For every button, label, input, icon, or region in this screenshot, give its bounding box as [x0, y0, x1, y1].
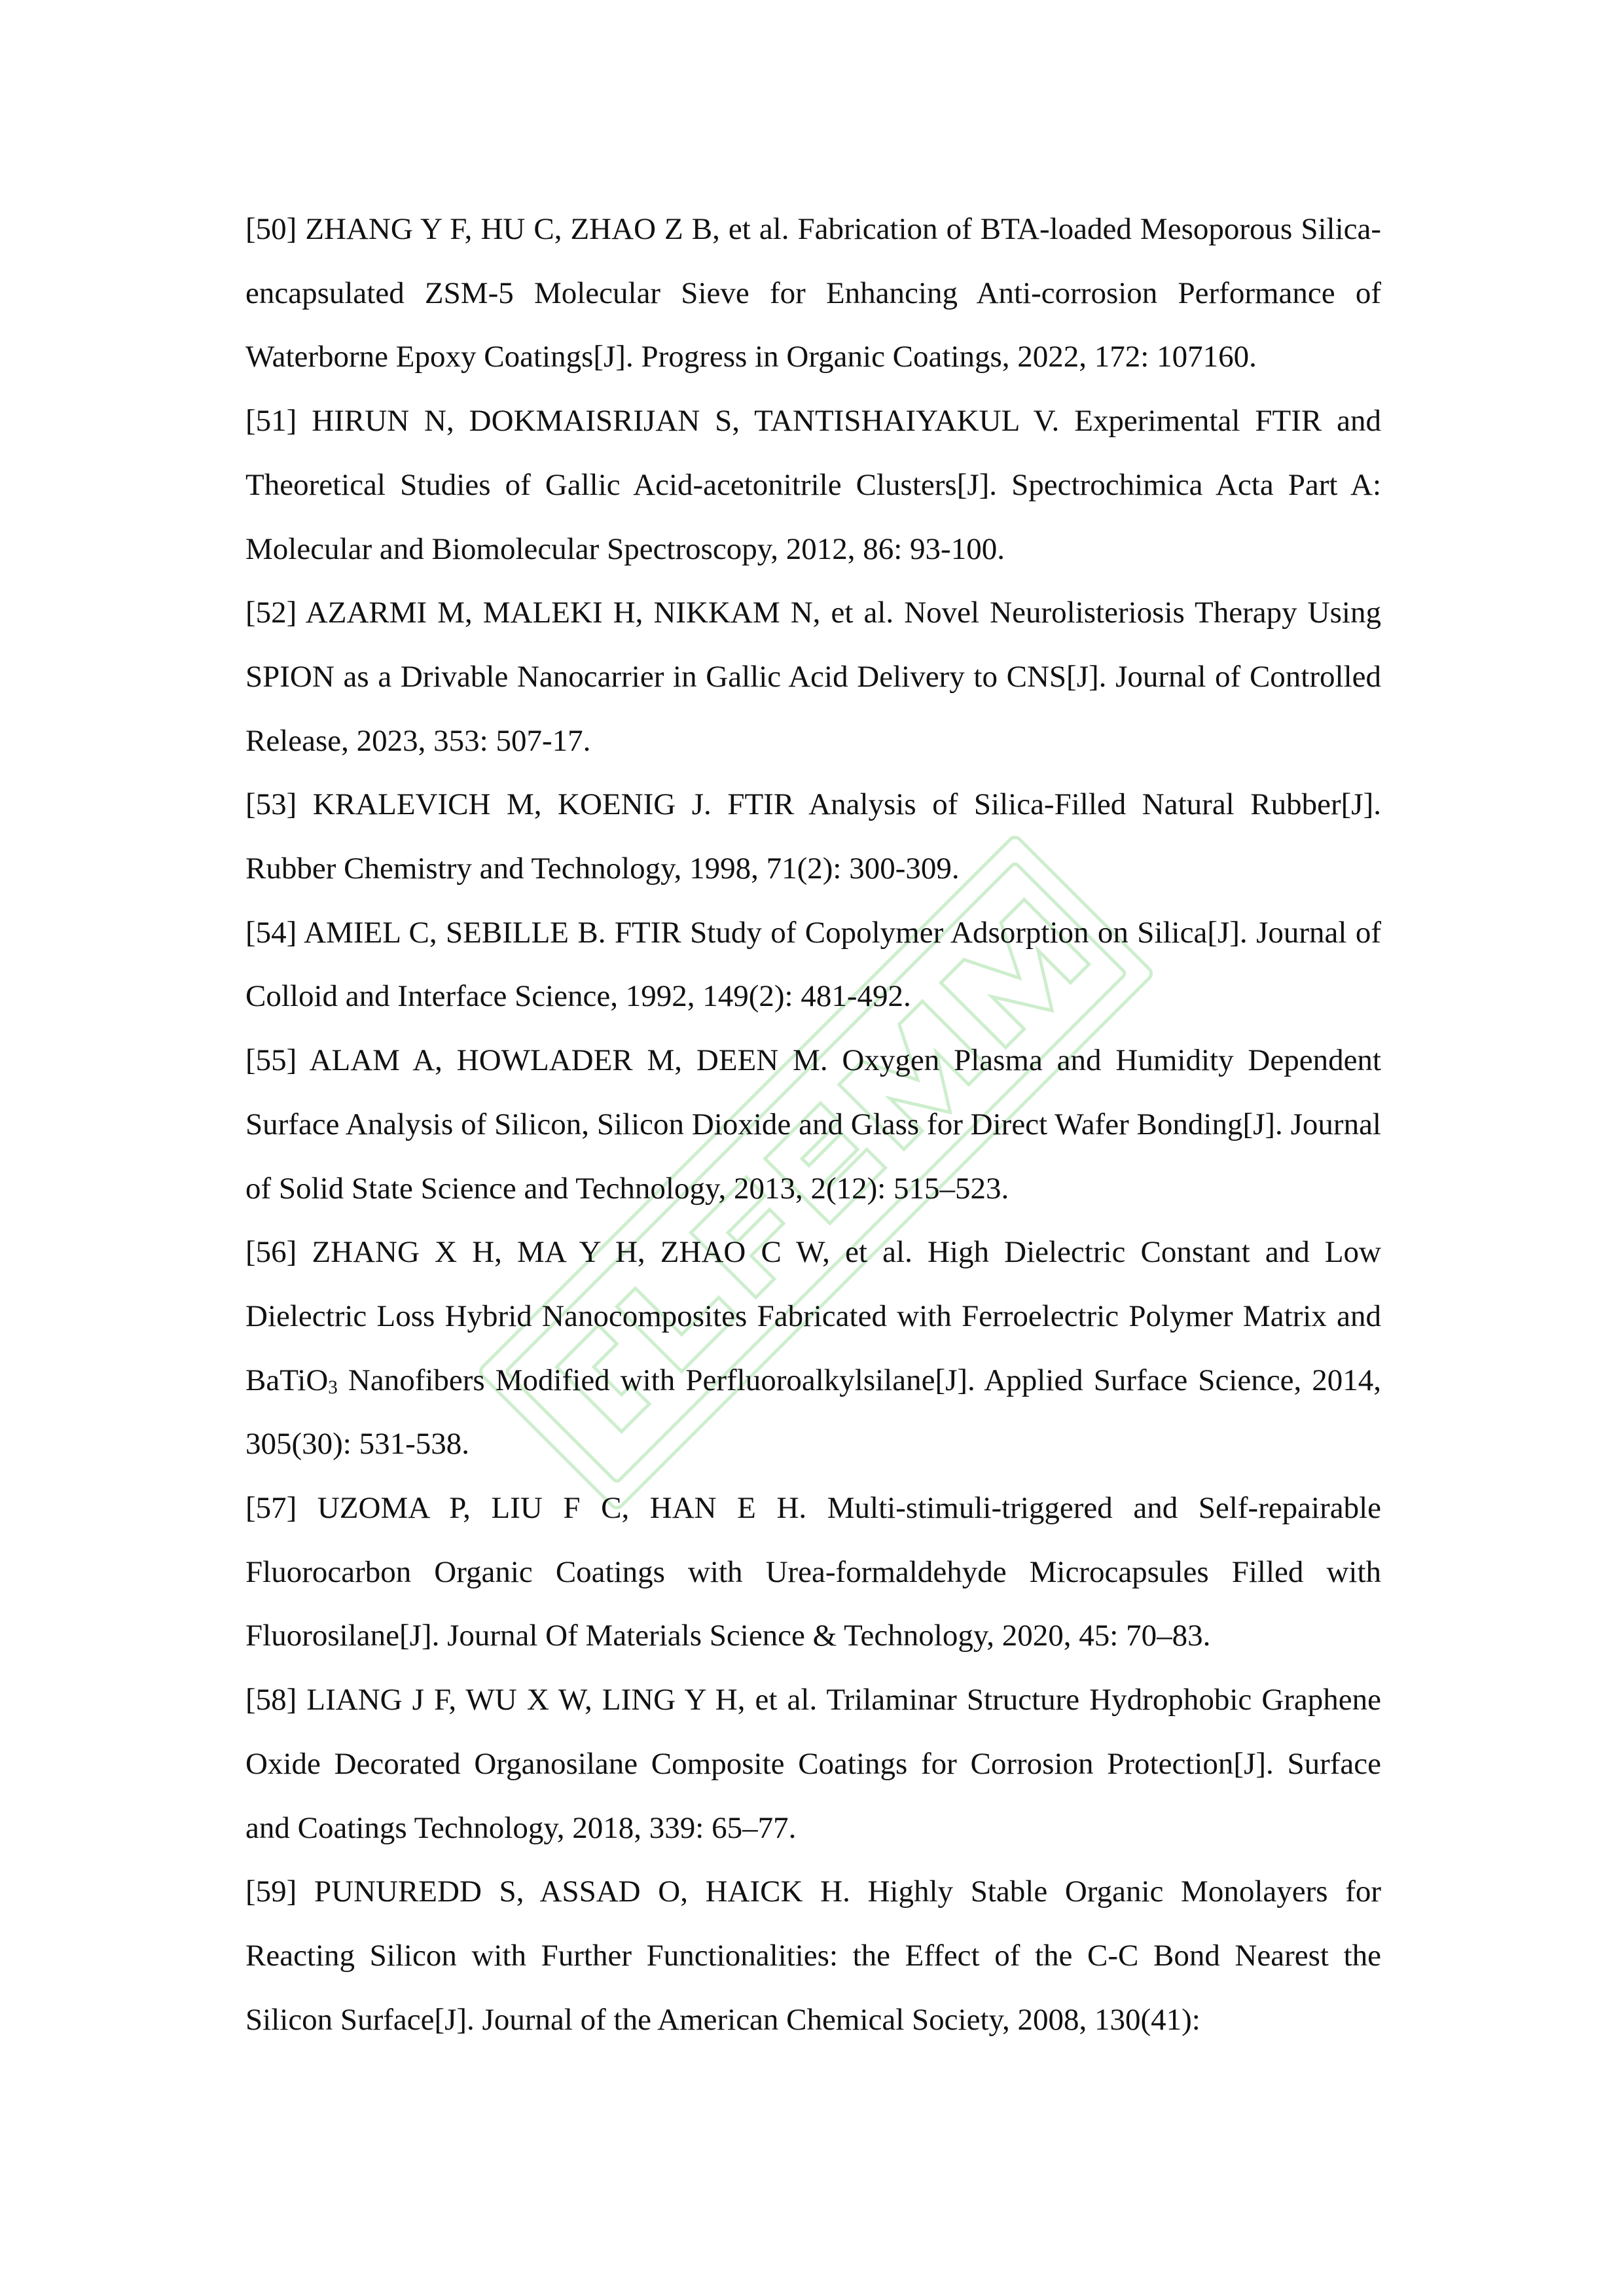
reference-text: ZHANG X H, MA Y H, ZHAO C W, et al. High Dielectric Constant and Low Dielectric Loss Hybrid Nanocomposites Fabricated with Ferroelectric Polymer Matrix and BaTiO	[245, 1235, 1381, 1397]
reference-text: ZHANG Y F, HU C, ZHAO Z B, et al. Fabrication of BTA-loaded Mesoporous Silica-encapsulated ZSM-5 Molecular Sieve for Enhancing Anti-corrosion Performance of Waterborne Epoxy Coatings[J]. Progress in Organic Coatings, 2022, 172: 107160.	[245, 212, 1382, 374]
reference-label: [50]	[245, 212, 297, 246]
reference-label: [57]	[245, 1491, 297, 1526]
reference-item	[245, 1477, 1381, 1668]
reference-text: PUNUREDD S, ASSAD O, HAICK H. Highly Stable Organic Monolayers for Reacting Silicon with Further Functionalities: the Effect of the C-C Bond Nearest the Silicon Surface[J]. Journal of the American Chemical Society, 2008, 130(41):	[245, 1874, 1382, 2037]
reference-label: [53]	[245, 787, 297, 822]
reference-item	[245, 581, 1381, 773]
reference-item	[245, 1668, 1381, 1860]
reference-item	[245, 1029, 1381, 1221]
reference-label: [52]	[245, 596, 297, 630]
reference-label: [58]	[245, 1683, 297, 1717]
reference-text: HIRUN N, DOKMAISRIJAN S, TANTISHAIYAKUL V. Experimental FTIR and Theoretical Studies of Gallic Acid-acetonitrile Clusters[J]. Spectrochimica Acta Part A: Molecular and Biomolecular Spectroscopy, 2012, 86: 93-100.	[245, 404, 1382, 566]
reference-label: [51]	[245, 404, 297, 439]
reference-text-continued: Nanofibers Modified with Perfluoroalkylsilane[J]. Applied Surface Science, 2014, 305(30): 531-538.	[245, 1363, 1381, 1462]
reference-label: [54]	[245, 915, 297, 950]
chemical-subscript: 3	[328, 1376, 338, 1398]
reference-item	[245, 901, 1381, 1029]
reference-text: AMIEL C, SEBILLE B. FTIR Study of Copolymer Adsorption on Silica[J]. Journal of Colloid and Interface Science, 1992, 149(2): 481-492.	[245, 915, 1381, 1014]
reference-item	[245, 198, 1381, 389]
reference-item	[245, 1860, 1381, 2052]
reference-item	[245, 389, 1381, 581]
reference-text: ALAM A, HOWLADER M, DEEN M. Oxygen Plasma and Humidity Dependent Surface Analysis of Silicon, Silicon Dioxide and Glass for Direct Wafer Bonding[J]. Journal of Solid State Science and Technology, 2013, 2(12): 515–523.	[245, 1043, 1381, 1206]
reference-label: [56]	[245, 1235, 297, 1270]
reference-list	[245, 198, 1381, 2052]
reference-text: AZARMI M, MALEKI H, NIKKAM N, et al. Novel Neurolisteriosis Therapy Using SPION as a Drivable Nanocarrier in Gallic Acid Delivery to CNS[J]. Journal of Controlled Release, 2023, 353: 507-17.	[245, 596, 1381, 758]
reference-item	[245, 1221, 1381, 1477]
reference-label: [59]	[245, 1874, 297, 1909]
reference-text: KRALEVICH M, KOENIG J. FTIR Analysis of Silica-Filled Natural Rubber[J]. Rubber Chemistry and Technology, 1998, 71(2): 300-309.	[245, 787, 1382, 886]
reference-item	[245, 773, 1381, 901]
reference-text: UZOMA P, LIU F C, HAN E H. Multi-stimuli-triggered and Self-repairable Fluorocarbon Organic Coatings with Urea-formaldehyde Microcapsules Filled with Fluorosilane[J]. Journal Of Materials Science & Technology, 2020, 45: 70–83.	[245, 1491, 1381, 1653]
reference-label: [55]	[245, 1043, 297, 1078]
reference-text: LIANG J F, WU X W, LING Y H, et al. Trilaminar Structure Hydrophobic Graphene Oxide Decorated Organosilane Composite Coatings for Corrosion Protection[J]. Surface and Coatings Technology, 2018, 339: 65–77.	[245, 1683, 1382, 1845]
